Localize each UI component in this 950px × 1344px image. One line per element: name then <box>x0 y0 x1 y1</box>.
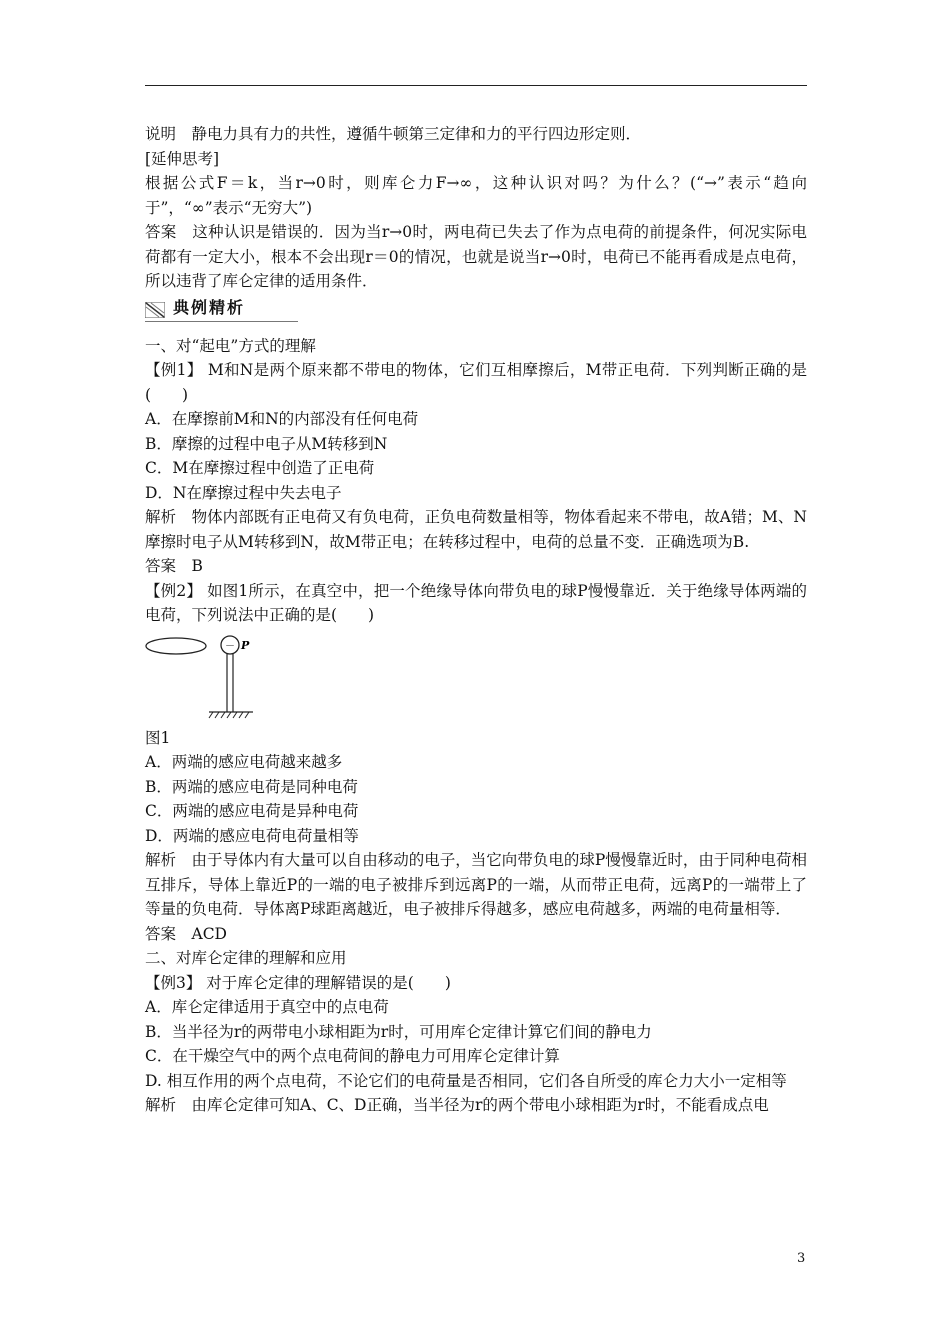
page-number: 3 <box>797 1251 806 1266</box>
example-1-question: 【例1】 M和N是两个原来都不带电的物体，它们互相摩擦后，M带正电荷．下列判断正确的是( ) <box>145 361 807 404</box>
example-1-analysis: 解析 物体内部既有正电荷又有负电荷，正负电荷数量相等，物体看起来不带电，故A错；M、N摩擦时电子从M转移到N，故M带正电；在转移过程中，电荷的总量不变．正确选项为B. <box>145 508 807 551</box>
topic-heading-1: 一、对“起电”方式的理解 <box>145 336 316 355</box>
example-1-option-a: A．在摩擦前M和N的内部没有任何电荷 <box>145 410 419 428</box>
example-1-option-b: B．摩擦的过程中电子从M转移到N <box>145 434 388 453</box>
extended-thinking-question: 根据公式F＝k，当r→0时，则库仑力F→∞，这种认识对吗？为什么？(“→”表示“趋向于”，“∞”表示“无穷大”) <box>145 174 807 217</box>
example-1-option-c: C．M在摩擦过程中创造了正电荷 <box>145 459 375 477</box>
example-2-option-c: C．两端的感应电荷是异种电荷 <box>145 802 359 820</box>
example-2-option-d: D．两端的感应电荷电荷量相等 <box>145 826 359 845</box>
example-3-option-b: B．当半径为r的两带电小球相距为r时，可用库仑定律计算它们间的静电力 <box>145 1022 652 1041</box>
example-1-answer: 答案 B <box>145 557 203 575</box>
example-2-option-a: A．两端的感应电荷越来越多 <box>145 753 343 771</box>
figure-1-diagram <box>145 632 285 724</box>
header-rule <box>145 85 807 86</box>
example-3-question: 【例3】 对于库仑定律的理解错误的是( ) <box>145 973 451 992</box>
example-3-option-a: A．库仑定律适用于真空中的点电荷 <box>145 998 389 1016</box>
page-content <box>145 122 807 1118</box>
example-2-question: 【例2】 如图1所示，在真空中，把一个绝缘导体向带负电的球P慢慢靠近．关于绝缘导体两端的电荷，下列说法中正确的是( ) <box>145 581 807 624</box>
extended-thinking-answer: 答案 这种认识是错误的．因为当r→0时，两电荷已失去了作为点电荷的前提条件，何况实际电荷都有一定大小，根本不会出现r＝0的情况，也就是说当r→0时，电荷已不能再看成是点电荷，所以违背了库仑定律的适用条件． <box>145 223 807 290</box>
sphere-charge-sign: － <box>225 640 235 652</box>
note-paragraph: 说明 静电力具有力的共性，遵循牛顿第三定律和力的平行四边形定则． <box>145 125 642 143</box>
section-heading <box>145 296 807 328</box>
section-underline <box>145 321 298 322</box>
insulated-conductor <box>146 638 206 654</box>
section-title: 典例精析 <box>173 297 246 317</box>
example-2-analysis: 解析 由于导体内有大量可以自由移动的电子，当它向带负电的球P慢慢靠近时，由于同种电荷相互排斥，导体上靠近P的一端的电子被排斥到远离P的一端，从而带正电荷，远离P的一端带上了等量的负电荷．导体离P球距离越近，电子被排斥得越多，感应电荷越多，两端的电荷量相等． <box>145 851 807 918</box>
topic-heading-2: 二、对库仑定律的理解和应用 <box>145 949 347 967</box>
figure-1 <box>145 632 807 724</box>
example-2-option-b: B．两端的感应电荷是同种电荷 <box>145 777 358 796</box>
section-badge-icon <box>145 302 165 318</box>
example-3-option-d: D. 相互作用的两个点电荷，不论它们的电荷量是否相同，它们各自所受的库仑力大小一定相等 <box>145 1071 787 1090</box>
example-3-option-c: C．在干燥空气中的两个点电荷间的静电力可用库仑定律计算 <box>145 1047 560 1065</box>
example-1-option-d: D．N在摩擦过程中失去电子 <box>145 483 342 502</box>
example-3-analysis: 解析 由库仑定律可知A、C、D正确，当半径为r的两个带电小球相距为r时，不能看成点电 <box>145 1096 769 1114</box>
figure-1-caption: 图1 <box>145 728 171 747</box>
ground-hatching <box>209 712 249 718</box>
extended-thinking-heading: [延伸思考] <box>145 149 220 168</box>
sphere-label-p: P <box>241 638 250 652</box>
example-2-answer: 答案 ACD <box>145 924 227 943</box>
